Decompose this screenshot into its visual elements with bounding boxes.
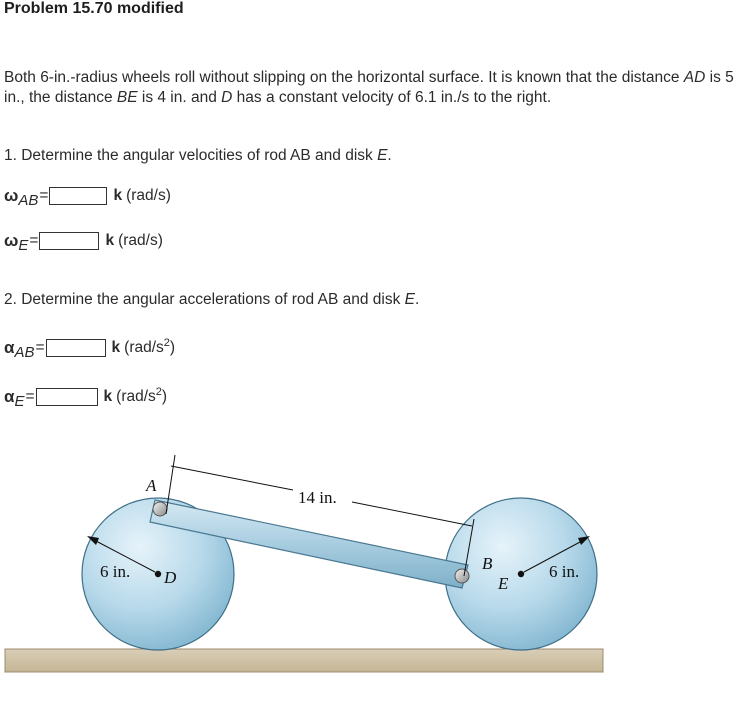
alpha-ab-input[interactable] (46, 339, 106, 357)
unit-close: ) (161, 388, 168, 405)
equals-sign: = (25, 388, 35, 405)
equals-sign: = (29, 232, 39, 249)
subscript: AB (18, 191, 39, 209)
question-2 (4, 291, 419, 309)
unit-k: k (111, 339, 121, 356)
equals-sign: = (35, 339, 45, 356)
dim-label-6-left: 6 in. (100, 562, 131, 581)
ground-surface (5, 649, 603, 672)
answer-row-alpha-ab (4, 337, 176, 361)
subscript: AB (14, 343, 35, 361)
question-end: . (415, 291, 420, 308)
statement-part: is 4 in. and (137, 89, 222, 106)
label-b: B (482, 554, 493, 573)
point-d (155, 571, 161, 577)
pin-b (455, 569, 469, 583)
question-1 (4, 147, 392, 165)
alpha-symbol: α (4, 338, 15, 357)
problem-title: Problem 15.70 modified (4, 0, 184, 17)
question-var: E (404, 291, 415, 308)
var-ad: AD (683, 69, 706, 86)
answer-row-omega-ab (4, 186, 171, 209)
dim-line-14-left (171, 466, 293, 490)
mechanism-figure (0, 440, 749, 680)
subscript: E (18, 236, 29, 254)
omega-ab-input[interactable] (49, 187, 107, 205)
unit-text (116, 388, 167, 406)
equals-sign: = (39, 187, 49, 204)
question-text: 2. Determine the angular accelerations of rod AB and disk (4, 291, 405, 308)
unit-base: (rad/s (116, 388, 156, 405)
statement-part: has a constant velocity of 6.1 in./s to the right. (232, 89, 552, 106)
alpha-symbol: α (4, 387, 15, 406)
unit-text: (rad/s) (118, 232, 163, 249)
label-a: A (146, 476, 157, 495)
unit-base: (rad/s (124, 339, 164, 356)
unit-k: k (103, 388, 113, 405)
label-e: E (498, 574, 509, 593)
unit-exponent: 2 (155, 386, 162, 398)
dim-label-14: 14 in. (298, 488, 337, 507)
pin-a (153, 502, 167, 516)
dim-label-6-right: 6 in. (549, 562, 580, 581)
omega-e-input[interactable] (39, 232, 99, 250)
subscript: E (14, 392, 25, 410)
question-text: 1. Determine the angular velocities of rod AB and disk (4, 147, 378, 164)
unit-close: ) (169, 339, 176, 356)
var-d: D (221, 89, 233, 106)
unit-k: k (105, 232, 115, 249)
label-d: D (164, 568, 177, 587)
unit-text (124, 339, 175, 357)
unit-text: (rad/s) (126, 187, 171, 204)
statement-part: Both 6-in.-radius wheels roll without slipping on the horizontal surface. It is known that the distance (4, 69, 684, 86)
unit-k: k (113, 187, 123, 204)
point-e (518, 571, 524, 577)
question-var: E (377, 147, 388, 164)
omega-symbol: ω (4, 186, 19, 205)
question-end: . (387, 147, 392, 164)
answer-row-alpha-e (4, 386, 168, 410)
alpha-e-input[interactable] (36, 388, 98, 406)
problem-statement (4, 68, 742, 108)
statement-part: is 5 in., the distance (4, 69, 734, 106)
answer-row-omega-e (4, 231, 163, 254)
dim-line-14-right (352, 502, 472, 526)
omega-symbol: ω (4, 231, 19, 250)
var-be: BE (116, 89, 138, 106)
unit-exponent: 2 (163, 337, 170, 349)
